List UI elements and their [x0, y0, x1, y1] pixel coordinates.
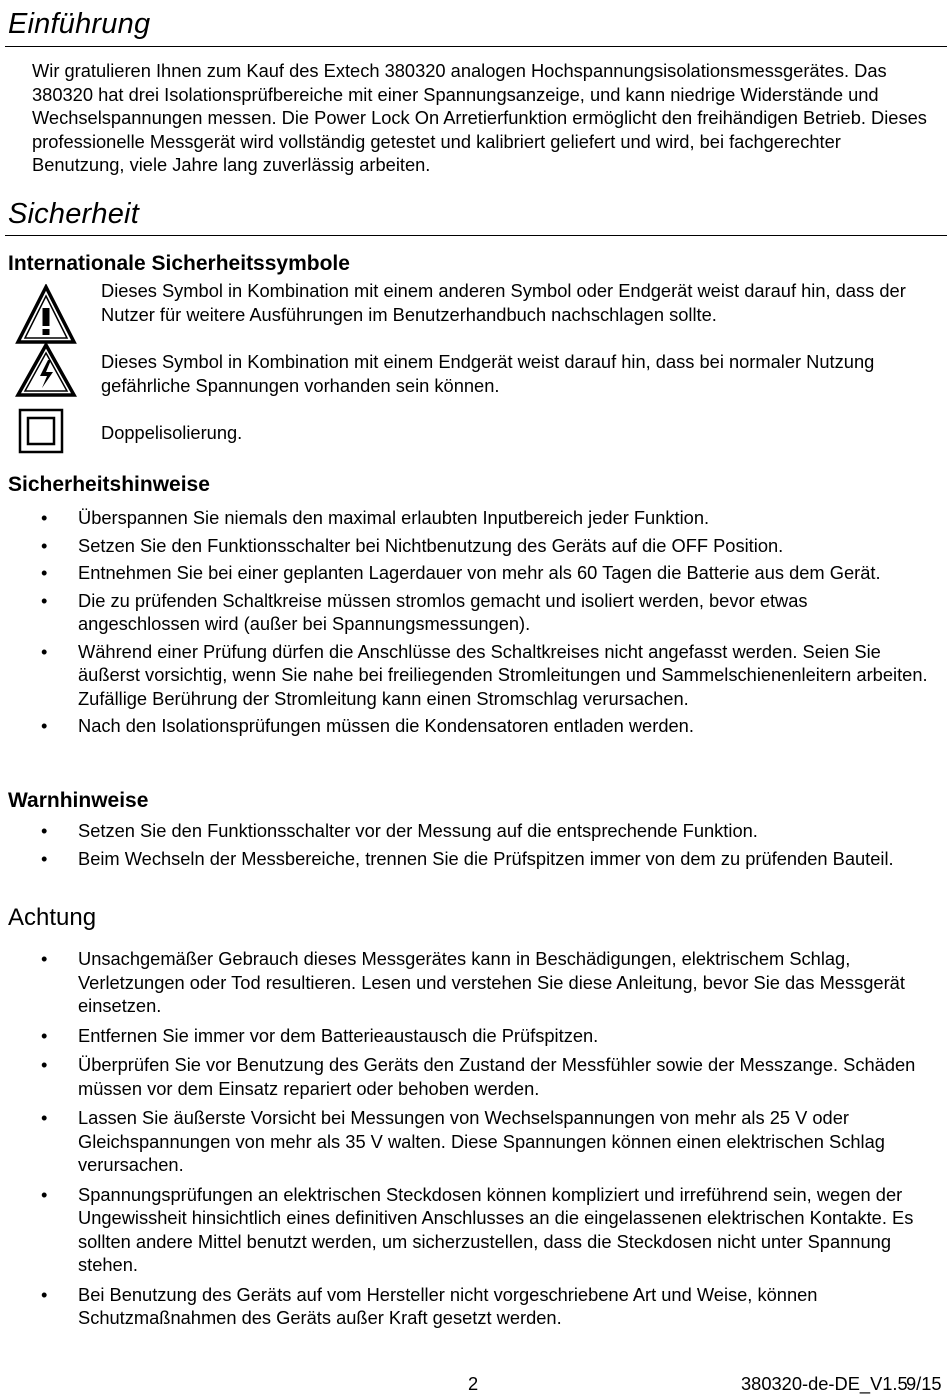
safety-title: Sicherheit — [8, 198, 139, 230]
intro-title: Einführung — [8, 8, 151, 40]
list-item: • Bei Benutzung des Geräts auf vom Hersteller nicht vorgeschriebene Art und Weise, können Schutzmaßnahmen des Geräts außer Kraft gesetzt werden. — [41, 1283, 818, 1328]
section-divider — [5, 46, 947, 47]
caution-list — [0, 947, 950, 1330]
list-item: • Die zu prüfenden Schaltkreise müssen stromlos gemacht und isoliert werden, bevor etwas angeschlossen wird (außer bei Spannungsmessungen). — [41, 589, 808, 634]
list-item: • Überprüfen Sie vor Benutzung des Geräts den Zustand der Messfühler sowie der Messzange. Schäden müssen vor dem Einsatz repariert oder behoben werden. — [41, 1054, 916, 1099]
list-item: • Überspannen Sie niemals den maximal erlaubten Inputbereich jeder Funktion. — [41, 507, 710, 528]
safety-notes-list — [0, 506, 950, 738]
list-item: • Entnehmen Sie bei einer geplanten Lagerdauer von mehr als 60 Tagen die Batterie aus dem Gerät. — [41, 562, 881, 583]
list-item: • Während einer Prüfung dürfen die Anschlüsse des Schaltkreises nicht angefasst werden. Seien Sie äußerst vorsichtig, wenn Sie nahe bei freiliegenden Stromleitungen und Sammelschienenleitern arbeiten. Zufällige Berührung der Stromleitung kann einen Stromschlag verursachen. — [41, 640, 928, 709]
symbol-description-warning: Dieses Symbol in Kombination mit einem anderen Symbol oder Endgerät weist darauf hin, dass der Nutzer für weitere Ausführungen im Benutzerhandbuch nachschlagen sollte. — [101, 280, 906, 325]
warning-exclamation-icon — [15, 284, 77, 346]
bullet-icon: • — [41, 847, 48, 869]
list-item: • Beim Wechseln der Messbereiche, trennen Sie die Prüfspitzen immer von dem zu prüfenden Bauteil. — [41, 847, 894, 869]
caution-heading: Achtung — [8, 904, 97, 931]
notes-heading: Sicherheitshinweise — [8, 473, 210, 496]
warnings-heading: Warnhinweise — [8, 789, 149, 812]
bullet-icon: • — [41, 640, 48, 662]
bullet-icon: • — [41, 1054, 48, 1075]
bullet-icon: • — [41, 1183, 48, 1205]
list-item: • Unsachgemäßer Gebrauch dieses Messgerätes kann in Beschädigungen, elektrischem Schlag, Verletzungen oder Tod resultieren. Lesen und verstehen Sie diese Anleitung, bevor Sie das Messgerät einsetzen. — [41, 948, 905, 1016]
list-item: • Entfernen Sie immer vor dem Batterieaustausch die Prüfspitzen. — [41, 1024, 599, 1046]
symbol-description-high-voltage: Dieses Symbol in Kombination mit einem Endgerät weist darauf hin, dass bei normaler Nutzung gefährliche Spannungen vorhanden sein können. — [101, 351, 875, 396]
list-item: • Nach den Isolationsprüfungen müssen die Kondensatoren entladen werden. — [41, 715, 694, 736]
double-insulation-icon — [18, 408, 64, 454]
symbol-description-double-insulation: Doppelisolierung. — [101, 422, 243, 443]
bullet-icon: • — [41, 820, 48, 841]
list-item: • Lassen Sie äußerste Vorsicht bei Messungen von Wechselspannungen von mehr als 25 V oder Gleichspannungen von mehr als 35 V walten. Diese Spannungen können einen elektrischen Schlag verursachen. — [41, 1107, 885, 1175]
bullet-icon: • — [41, 1283, 48, 1305]
list-item: • Setzen Sie den Funktionsschalter vor der Messung auf die entsprechende Funktion. — [41, 820, 758, 841]
bullet-icon: • — [41, 1107, 48, 1128]
bullet-icon: • — [41, 507, 48, 528]
bullet-icon: • — [41, 1024, 48, 1046]
section-divider — [5, 235, 947, 236]
symbols-heading: Internationale Sicherheitssymbole — [8, 252, 350, 275]
page-number: 2 — [468, 1373, 479, 1394]
warnings-list — [0, 819, 950, 870]
document-id: 380320-de-DE_V1.5 — [741, 1373, 908, 1394]
bullet-icon: • — [41, 534, 48, 556]
bullet-icon: • — [41, 948, 48, 969]
high-voltage-icon — [15, 342, 77, 398]
document-date: 9/15 — [906, 1373, 942, 1394]
bullet-icon: • — [41, 715, 48, 736]
list-item: • Spannungsprüfungen an elektrischen Steckdosen können kompliziert und irreführend sein, wegen der Ungewissheit hinsichtlich eines definitiven Anschlusses an die eingelassenen elektrischen Kontakte. Es sollten andere Mittel benutzt werden, um sicherzustellen, dass die Steckdosen nicht unter Spannung stehen. — [41, 1183, 914, 1275]
intro-paragraph: Wir gratulieren Ihnen zum Kauf des Extech 380320 analogen Hochspannungsisolationsmessgerätes. Das 380320 hat drei Isolationsprüfbereiche mit einer Spannungsanzeige, und kann niedrige Widerstände und Wechselspannungen messen. Die Power Lock On Arretierfunktion ermöglicht den freihändigen Betrieb. Dieses professionelle Messgerät wird vollständig getestet und kalibriert geliefert und wird, bei fachgerechter Benutzung, viele Jahre lang zuverlässig arbeiten. — [32, 60, 927, 175]
list-item: • Setzen Sie den Funktionsschalter bei Nichtbenutzung des Geräts auf die OFF Position. — [41, 534, 784, 556]
bullet-icon: • — [41, 589, 48, 611]
bullet-icon: • — [41, 562, 48, 583]
